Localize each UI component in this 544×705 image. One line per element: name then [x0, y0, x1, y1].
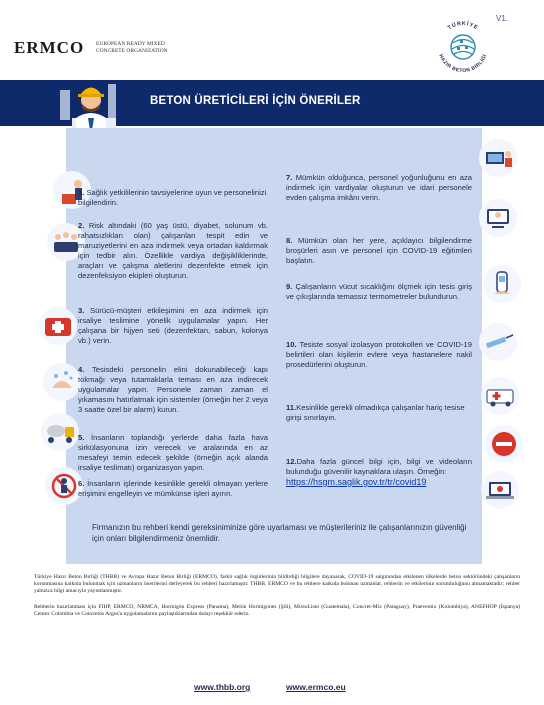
svg-text:TÜRKİYE: TÜRKİYE: [446, 20, 480, 32]
info-laptop-icon: [478, 470, 522, 510]
ermco-website-link[interactable]: www.ermco.eu: [286, 682, 346, 692]
recommendation-10: 10. Tesiste sosyal izolasyon protokolleri ve COVID-19 belirtileri olan kişilerin evlere veya hastanelere nakil prosedürlerini oluşturun.: [286, 340, 472, 369]
construction-worker-illustration: [58, 62, 124, 136]
thbb-website-link[interactable]: www.thbb.org: [194, 682, 251, 692]
recommendation-12: 12.Daha fazla güncel bilgi için, bilgi ve videoların bulunduğu güvenilir kaynaklara ulaşın. Örneğin: https://hsgm.saglik.gov.tr/tr/covid19: [286, 457, 472, 487]
ermco-logo: ERMCO: [14, 38, 85, 57]
home-office-icon: [476, 138, 520, 178]
recommendation-5: 5. İnsanların toplandığı yerlerde daha fazla hava sirkülasyonuna izin verecek ve aralarında en az mesafeyi temin edecek şekilde (örneğin açık alanda irsaliye teslimatı) organizasyon yapın.: [78, 433, 268, 472]
thermometer-icon: [480, 264, 524, 304]
closing-note: Firmanızın bu rehberi kendi gereksiniminize göre uyarlaması ve müşterileriniz ile çalışanlarınızın güvenliği için onları bilgilendirmeniz önemlidir.: [92, 523, 467, 543]
recommendation-2: 2. Risk altındaki (60 yaş üstü, diyabet, solunum vb. rahatsızlıkları olan) çalışanları tespit edin ve maruziyetlerini en aza indirmek veya ortadan kaldırmak için tedbir alın. Özellikle vardiya değişikliklerinde, araçları ve çalışma aletlerini dezenfekte etmek için dezenfeksiyon ekipleri oluşturun.: [78, 221, 268, 280]
recommendation-11: 11.Kesinlikle gerekli olmadıkça çalışanlar hariç tesise girişi sınırlayın.: [286, 403, 465, 422]
version-label: V1.: [495, 14, 508, 23]
syringe-icon: [476, 322, 520, 362]
recommendation-6: 6. İnsanların işlerinde kesinlikle gerekli olmayan yerlere erişimini engelleyin ve mümkünse işleri ayırın.: [78, 479, 268, 498]
recommendation-1: 1. Sağlık yetkililerinin tavsiyelerine uyun ve personelinizi bilgilendirin.: [78, 188, 267, 207]
recommendation-4: 4. Tesisdeki personelin elini dokunabileceği kapı tokmağı veya tutamaklarla teması en aza indirecek uygulamalar yapın. Personele zaman zaman el yıkamasını hatırlatmak için sistemler (örneğin her 2 veya 3 saatte özel bir alarm) kurun.: [78, 365, 268, 414]
video-call-icon: [476, 198, 520, 238]
recommendation-3: 3. Sürücü-müşteri etkileşimini en aza indirmek için irsaliye teslimine yönelik uygulamalar yapın. Her çalışana bir hijyen seti (dezenfektan, sabun, kolonya vb.) verin.: [78, 306, 268, 345]
thbb-logo: [432, 16, 494, 78]
recommendation-7: 7. Mümkün olduğunca, personel yoğunluğunu en aza indirmek için vardiyalar oluşturun ve idari personele evden çalışma imkânı verin.: [286, 173, 472, 202]
page-title: BETON ÜRETİCİLERİ İÇİN ÖNERİLER: [150, 95, 361, 107]
mixer-truck-icon: [38, 412, 82, 452]
no-entry-sign-icon: [482, 424, 526, 464]
ambulance-icon: [478, 376, 522, 416]
disclaimer-paragraph: Türkiye Hazır Beton Birliği (THBB) ve Avrupa Hazır Beton Birliği (ERMCO), farklı sağlık örgütlerinin bildirdiği bilgilere dayanarak, COVID-19 salgınından etkilenen ülkelerde beton sektöründeki çalışanların korunmasına katkıda bulunmak için uzmanların önerilerini derleyerek bu rehberi hazırlamıştır. THBB, ERMCO ve bu rehbere katkıda bulunan uzmanlar, rehberin ve etkilerinin sorumluluğunu almamaktadır; rehber yalnızca bilgi amacıyla yayımlanmıştır.: [34, 574, 520, 595]
ermco-subtitle: EUROPEAN READY MIXED CONCRETE ORGANIZATION: [96, 41, 168, 54]
first-aid-kit-icon: [36, 306, 80, 346]
acknowledgement-paragraph: Rehberin hazırlanması için FIHP, ERMCO, NRMCA, Hormigón Express (Panama), Melón Hormigones (Şili), MixtoListo (Guatemala), Concret-Mix (Paraguay), Praeventio (Kolombiya), ANEFHOP (İspanya) Cemex Colombia ve Concretos Argos'a uygulamalarını paylaştıklarından dolayı teşekkür ederiz.: [34, 604, 520, 618]
recommendation-8: 8. Mümkün olan her yere, açıklayıcı bilgilendirme broşürleri asın ve personel için COVID-19 eğitimleri başlatın.: [286, 236, 472, 265]
svg-text:HAZIR BETON BİRLİĞİ: HAZIR BETON BİRLİĞİ: [437, 53, 489, 75]
covid19-info-link[interactable]: https://hsgm.saglik.gov.tr/tr/covid19: [286, 477, 427, 487]
recommendation-9: 9. Çalışanların vücut sıcaklığını ölçmek için tesis giriş ve çıkışlarında temassız termometreler bulundurun.: [286, 282, 472, 301]
